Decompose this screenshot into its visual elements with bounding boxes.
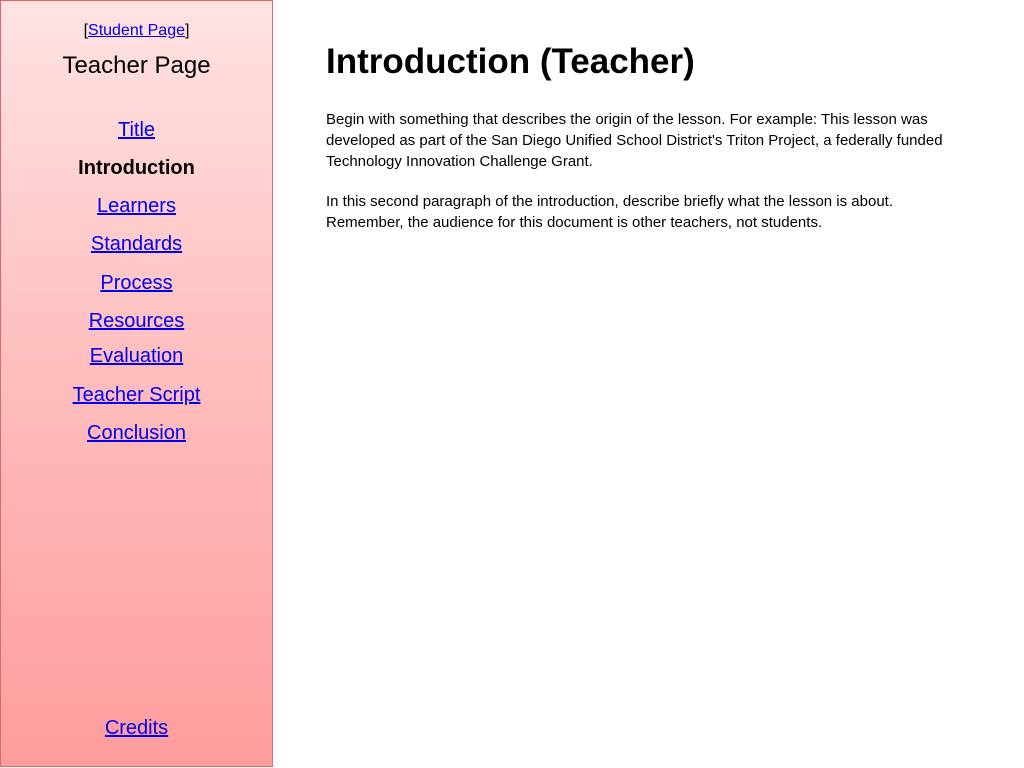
intro-paragraph-2: In this second paragraph of the introduction, describe briefly what the lesson is about. Remember, the audience for this document is other teachers, not students. [326,193,894,231]
page-label: Teacher Page [62,52,211,79]
nav-link-evaluation[interactable]: Evaluation [89,345,184,367]
student-page-link-line [1,22,272,40]
bracket-close: ] [184,22,190,39]
student-page-link[interactable]: Student Page [88,22,185,39]
nav-current-introduction: Introduction [78,157,195,179]
nav-link-title[interactable]: Title [117,119,156,141]
sidebar-nav [0,0,273,767]
intro-paragraph-1: Begin with something that describes the origin of the lesson. For example: This lesson was developed as part of the San Diego Unified School District's Triton Project, a federally funded Technology Innovation Challenge Grant. [326,111,943,170]
nav-link-teacher-script[interactable]: Teacher Script [72,384,201,406]
nav-link-standards[interactable]: Standards [90,233,183,255]
nav-link-conclusion[interactable]: Conclusion [87,422,186,444]
nav-link-credits[interactable]: Credits [104,717,169,739]
nav-link-resources[interactable]: Resources [88,310,185,332]
bracket-open: [ [83,22,89,39]
nav-link-process[interactable]: Process [100,272,173,294]
nav-link-learners[interactable]: Learners [97,195,176,217]
page-title: Introduction (Teacher) [326,42,695,81]
